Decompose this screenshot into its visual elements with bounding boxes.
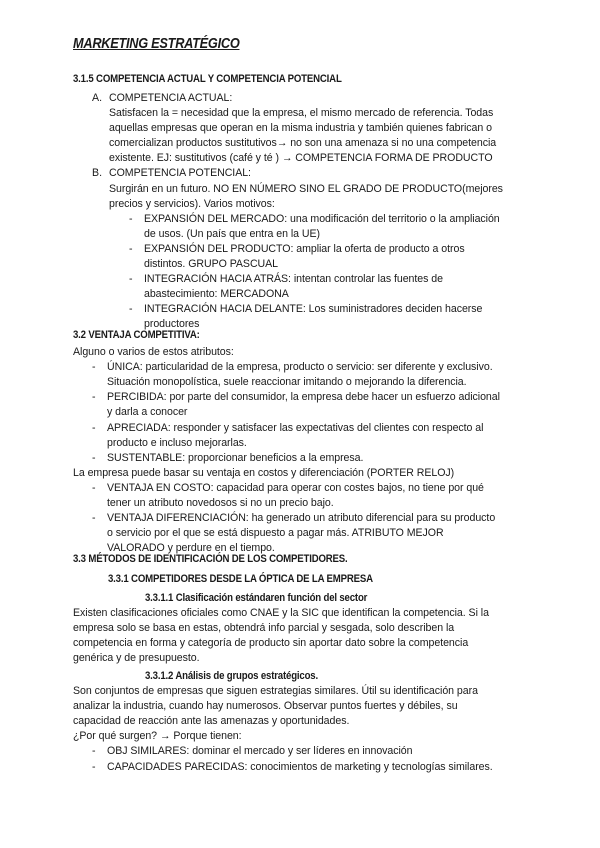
dash-bullet: - bbox=[129, 273, 133, 286]
ventaja-type-item: VALORADO y perdure en el tiempo. bbox=[107, 542, 275, 555]
competencia-actual-text: aquellas empresas que operan en la misma industria y también quienes fabrican o bbox=[109, 122, 492, 135]
grupos-text: capacidad de reacción ante las amenazas y oportunidades. bbox=[73, 715, 350, 728]
clasificacion-text: empresa solo se basa en estas, obtendrá info parcial y sesgada, solo describen la bbox=[73, 622, 455, 635]
motivo-item: INTEGRACIÓN HACIA ATRÁS: intentan controlar las fuentes de bbox=[144, 273, 443, 286]
atributo-item: producto e incluso mejorarlas. bbox=[107, 436, 247, 449]
clasificacion-text: Existen clasificaciones oficiales como CNAE y la SIC que identifican la competencia. Si la bbox=[73, 607, 489, 619]
grupos-text: Son conjuntos de empresas que siguen estrategias similares. Útil su identificación para bbox=[73, 685, 478, 697]
competencia-actual-text: existente. EJ: sustitutivos (café y té ) → COMPETENCIA FORMA DE PRODUCTO bbox=[109, 152, 493, 165]
dash-bullet: - bbox=[92, 391, 96, 404]
dash-bullet: - bbox=[92, 745, 96, 758]
competencia-potencial-label: COMPETENCIA POTENCIAL: bbox=[109, 167, 251, 180]
motivo-item: EXPANSIÓN DEL MERCADO: una modificación del territorio o la ampliación bbox=[144, 212, 500, 225]
grupos-text: ¿Por qué surgen? → Porque tienen: bbox=[73, 730, 242, 743]
motivo-item: abastecimiento: MERCADONA bbox=[144, 288, 289, 301]
clasificacion-text: competencia en forma y categoría de producto sin aportar dato sobre la competencia bbox=[73, 637, 469, 650]
dash-bullet: - bbox=[129, 242, 133, 255]
motivo-item: INTEGRACIÓN HACIA DELANTE: Los suministradores deciden hacerse bbox=[144, 303, 483, 316]
motivo-item: distintos. GRUPO PASCUAL bbox=[144, 258, 279, 270]
ventaja-type-item: VENTAJA EN COSTO: capacidad para operar con costes bajos, no tiene por qué bbox=[107, 481, 484, 494]
section-heading-3-3: 3.3 MÉTODOS DE IDENTIFICACIÓN DE LOS COMPETIDORES. bbox=[73, 553, 348, 565]
clasificacion-text: genérica y de presupuesto. bbox=[73, 652, 200, 665]
atributo-item: SUSTENTABLE: proporcionar beneficios a la empresa. bbox=[107, 451, 364, 464]
section-heading-3-2: 3.2 VENTAJA COMPETITIVA: bbox=[73, 329, 200, 341]
atributo-item: PERCIBIDA: por parte del consumidor, la empresa debe hacer un esfuerzo adicional bbox=[107, 391, 500, 404]
motivo-item: productores bbox=[144, 318, 200, 331]
atributo-item: APRECIADA: responder y satisfacer las expectativas del clientes con respecto al bbox=[107, 421, 484, 434]
dash-bullet: - bbox=[92, 361, 96, 374]
atributo-item: ÚNICA: particularidad de la empresa, producto o servicio: ser diferente y exclusivo. bbox=[107, 361, 493, 374]
atributo-item: y darla a conocer bbox=[107, 406, 188, 419]
ventaja-basis: La empresa puede basar su ventaja en costos y diferenciación (PORTER RELOJ) bbox=[73, 466, 455, 479]
grupos-item: OBJ SIMILARES: dominar el mercado y ser líderes en innovación bbox=[107, 745, 413, 758]
atributo-item: Situación monopolística, suele reaccionar imitando o mejorando la diferencia. bbox=[107, 376, 467, 389]
section-heading-3-3-1-1: 3.3.1.1 Clasificación estándaren función del sector bbox=[145, 592, 368, 604]
grupos-text: analizar la industria, cuando hay numerosos. Observar puntos fuertes y débiles, su bbox=[73, 700, 458, 713]
section-heading-3-1-5: 3.1.5 COMPETENCIA ACTUAL Y COMPETENCIA POTENCIAL bbox=[73, 73, 342, 85]
dash-bullet: - bbox=[129, 212, 133, 225]
competencia-actual-text: comercializan productos sustitutivos→ no son una amenaza si no una competencia bbox=[109, 137, 497, 150]
dash-bullet: - bbox=[92, 451, 96, 464]
dash-bullet: - bbox=[92, 481, 96, 494]
dash-bullet: - bbox=[92, 512, 96, 525]
list-marker-a: A. bbox=[92, 92, 103, 104]
document-title: MARKETING ESTRATÉGICO bbox=[73, 36, 240, 52]
section-heading-3-3-1: 3.3.1 COMPETIDORES DESDE LA ÓPTICA DE LA EMPRESA bbox=[108, 573, 373, 585]
ventaja-intro: Alguno o varios de estos atributos: bbox=[73, 346, 234, 358]
competencia-actual-text: Satisfacen la = necesidad que la empresa, el mismo mercado de referencia. Todas bbox=[109, 107, 494, 119]
grupos-item: CAPACIDADES PARECIDAS: conocimientos de marketing y tecnologías similares. bbox=[107, 760, 493, 773]
motivo-item: de usos. (Un país que entra en la UE) bbox=[144, 227, 320, 240]
competencia-potencial-text: precios y servicios). Varios motivos: bbox=[109, 197, 275, 210]
dash-bullet: - bbox=[92, 760, 96, 773]
list-marker-b: B. bbox=[92, 167, 103, 180]
competencia-actual-label: COMPETENCIA ACTUAL: bbox=[109, 92, 233, 104]
dash-bullet: - bbox=[92, 421, 96, 434]
ventaja-type-item: o servicio por el que se está dispuesto a pagar más. ATRIBUTO MEJOR bbox=[107, 527, 444, 540]
section-heading-3-3-1-2: 3.3.1.2 Análisis de grupos estratégicos. bbox=[145, 670, 318, 682]
motivo-item: EXPANSIÓN DEL PRODUCTO: ampliar la oferta de producto a otros bbox=[144, 242, 465, 255]
ventaja-type-item: tener un atributo novedosos si no un precio bajo. bbox=[107, 497, 334, 509]
ventaja-type-item: VENTAJA DIFERENCIACIÓN: ha generado un atributo diferencial para su producto bbox=[107, 512, 496, 525]
competencia-potencial-text: Surgirán en un futuro. NO EN NÚMERO SINO EL GRADO DE PRODUCTO(mejores bbox=[109, 182, 503, 195]
dash-bullet: - bbox=[129, 303, 133, 316]
